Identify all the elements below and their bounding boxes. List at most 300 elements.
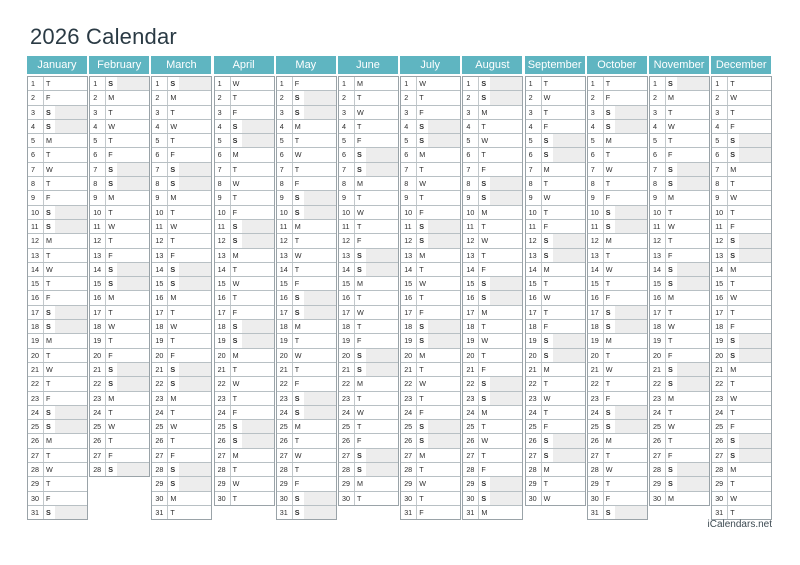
note-cell xyxy=(242,206,274,219)
note-cell xyxy=(179,334,211,347)
weekday-letter: T xyxy=(541,477,553,490)
weekend-cell xyxy=(117,463,149,476)
day-number: 8 xyxy=(31,179,35,189)
weekday-letter: W xyxy=(230,477,242,490)
weekday-letter: S xyxy=(603,120,615,133)
note-cell xyxy=(179,506,211,519)
weekday-letter: M xyxy=(665,291,677,304)
weekday-letter: W xyxy=(478,334,490,347)
day-number: 23 xyxy=(155,393,164,403)
day-row xyxy=(277,248,336,262)
day-number: 25 xyxy=(653,422,661,432)
weekday-letter: M xyxy=(292,320,304,333)
weekday-letter: T xyxy=(665,206,677,219)
weekday-letter: W xyxy=(727,291,739,304)
weekday-letter: F xyxy=(230,206,242,219)
day-number: 31 xyxy=(404,507,413,517)
day-row xyxy=(90,90,149,104)
weekday-letter: W xyxy=(541,392,553,405)
note-cell xyxy=(117,291,149,304)
day-number: 19 xyxy=(155,336,164,346)
day-row xyxy=(526,419,585,433)
weekday-letter: W xyxy=(43,363,55,376)
day-row xyxy=(339,362,398,376)
day-number: 6 xyxy=(404,150,409,160)
weekday-letter: F xyxy=(105,148,117,161)
day-number: 14 xyxy=(466,264,475,274)
day-row xyxy=(28,476,87,490)
weekday-letter: T xyxy=(478,120,490,133)
note-cell xyxy=(615,334,647,347)
weekday-letter: S xyxy=(230,320,242,333)
weekday-letter: T xyxy=(354,320,366,333)
day-row xyxy=(215,405,274,419)
day-row xyxy=(277,505,336,519)
month-column-february xyxy=(89,56,150,477)
day-row xyxy=(152,262,211,276)
weekend-cell xyxy=(553,449,585,462)
note-cell xyxy=(428,77,460,90)
weekday-letter: T xyxy=(43,249,55,262)
note-cell xyxy=(55,263,87,276)
day-number: 28 xyxy=(342,465,350,475)
weekday-letter: M xyxy=(416,148,428,161)
day-row xyxy=(650,419,709,433)
weekend-cell xyxy=(677,463,709,476)
day-row xyxy=(277,219,336,233)
day-row xyxy=(588,476,647,490)
weekend-cell xyxy=(677,263,709,276)
weekday-letter: M xyxy=(727,263,739,276)
weekday-letter: F xyxy=(727,120,739,133)
day-row xyxy=(339,219,398,233)
day-row xyxy=(28,147,87,161)
note-cell xyxy=(615,392,647,405)
day-number: 15 xyxy=(217,279,226,289)
weekday-letter: W xyxy=(416,177,428,190)
weekday-letter: T xyxy=(354,492,366,505)
day-number: 7 xyxy=(715,164,720,174)
day-number: 1 xyxy=(279,79,284,88)
weekday-letter: T xyxy=(354,420,366,433)
weekday-letter: S xyxy=(541,134,553,147)
day-number: 21 xyxy=(31,364,39,374)
weekday-letter: M xyxy=(292,420,304,433)
weekday-letter: T xyxy=(230,392,242,405)
note-cell xyxy=(677,406,709,419)
day-number: 15 xyxy=(466,279,475,289)
weekend-cell xyxy=(739,449,771,462)
note-cell xyxy=(677,220,709,233)
day-row xyxy=(90,376,149,390)
day-row xyxy=(712,147,771,161)
note-cell xyxy=(490,206,522,219)
weekday-letter: T xyxy=(665,306,677,319)
day-number: 4 xyxy=(93,121,98,131)
day-row xyxy=(463,462,522,476)
day-row xyxy=(401,491,460,505)
weekday-letter: W xyxy=(230,77,242,90)
weekday-letter: S xyxy=(478,377,490,390)
note-cell xyxy=(179,134,211,147)
note-cell xyxy=(117,349,149,362)
weekday-letter: T xyxy=(105,134,117,147)
weekday-letter: M xyxy=(727,163,739,176)
note-cell xyxy=(428,477,460,490)
note-cell xyxy=(739,91,771,104)
weekend-cell xyxy=(553,134,585,147)
weekday-letter: S xyxy=(43,506,55,519)
day-row xyxy=(339,419,398,433)
weekday-letter: M xyxy=(354,277,366,290)
note-cell xyxy=(179,206,211,219)
note-cell xyxy=(117,220,149,233)
day-number: 18 xyxy=(404,322,413,332)
day-row xyxy=(463,305,522,319)
day-row xyxy=(401,205,460,219)
note-cell xyxy=(428,506,460,519)
day-row xyxy=(712,133,771,147)
weekday-letter: F xyxy=(43,91,55,104)
weekday-letter: S xyxy=(416,420,428,433)
note-cell xyxy=(242,163,274,176)
day-row xyxy=(152,205,211,219)
weekday-letter: S xyxy=(43,420,55,433)
day-number: 23 xyxy=(715,393,724,403)
day-number: 19 xyxy=(653,336,661,346)
weekday-letter: S xyxy=(665,263,677,276)
day-row xyxy=(277,376,336,390)
day-number: 28 xyxy=(528,465,537,475)
weekend-cell xyxy=(55,306,87,319)
weekend-cell xyxy=(490,91,522,104)
weekend-cell xyxy=(117,363,149,376)
weekday-letter: W xyxy=(665,220,677,233)
weekday-letter: F xyxy=(603,492,615,505)
day-row xyxy=(339,90,398,104)
note-cell xyxy=(242,449,274,462)
month-column-august xyxy=(462,56,523,520)
note-cell xyxy=(739,177,771,190)
day-row xyxy=(650,319,709,333)
day-number: 20 xyxy=(217,350,226,360)
weekend-cell xyxy=(242,234,274,247)
day-row xyxy=(215,319,274,333)
day-number: 10 xyxy=(155,207,164,217)
note-cell xyxy=(55,449,87,462)
day-number: 8 xyxy=(528,179,533,189)
day-number: 13 xyxy=(404,250,413,260)
day-number: 23 xyxy=(93,393,102,403)
weekday-letter: S xyxy=(603,106,615,119)
weekend-cell xyxy=(366,463,398,476)
month-column-may xyxy=(276,56,337,520)
weekday-letter: W xyxy=(354,206,366,219)
day-number: 24 xyxy=(342,407,350,417)
weekday-letter: M xyxy=(43,334,55,347)
day-row xyxy=(339,276,398,290)
note-cell xyxy=(304,477,336,490)
weekday-letter: M xyxy=(167,492,179,505)
weekday-letter: W xyxy=(727,191,739,204)
note-cell xyxy=(490,120,522,133)
day-row xyxy=(277,391,336,405)
weekday-letter: S xyxy=(541,434,553,447)
weekday-letter: M xyxy=(230,148,242,161)
day-row xyxy=(152,376,211,390)
weekend-cell xyxy=(615,106,647,119)
day-number: 23 xyxy=(404,393,413,403)
weekday-letter: T xyxy=(167,206,179,219)
day-row xyxy=(401,476,460,490)
day-row xyxy=(401,405,460,419)
weekday-letter: M xyxy=(292,220,304,233)
note-cell xyxy=(739,320,771,333)
note-cell xyxy=(304,163,336,176)
day-row xyxy=(215,176,274,190)
day-number: 29 xyxy=(715,479,724,489)
note-cell xyxy=(179,349,211,362)
day-number: 27 xyxy=(590,450,599,460)
weekday-letter: M xyxy=(665,91,677,104)
day-row xyxy=(463,119,522,133)
weekday-letter: T xyxy=(416,91,428,104)
note-cell xyxy=(242,377,274,390)
note-cell xyxy=(366,120,398,133)
weekday-letter: T xyxy=(478,320,490,333)
day-number: 14 xyxy=(528,264,537,274)
weekend-cell xyxy=(615,406,647,419)
day-row xyxy=(650,491,709,505)
weekend-cell xyxy=(117,77,149,90)
day-number: 21 xyxy=(404,364,413,374)
day-number: 18 xyxy=(155,322,164,332)
note-cell xyxy=(553,120,585,133)
day-number: 14 xyxy=(155,264,164,274)
note-cell xyxy=(55,277,87,290)
day-row xyxy=(28,505,87,519)
weekday-letter: T xyxy=(603,377,615,390)
weekend-cell xyxy=(615,306,647,319)
day-number: 5 xyxy=(528,136,533,146)
weekend-cell xyxy=(242,434,274,447)
day-row xyxy=(526,119,585,133)
day-row xyxy=(215,147,274,161)
day-number: 18 xyxy=(217,322,226,332)
day-number: 6 xyxy=(31,150,35,160)
day-number: 27 xyxy=(653,450,661,460)
note-cell xyxy=(428,177,460,190)
note-cell xyxy=(366,334,398,347)
weekday-letter: S xyxy=(416,434,428,447)
weekday-letter: T xyxy=(603,148,615,161)
weekday-letter: M xyxy=(416,349,428,362)
note-cell xyxy=(117,406,149,419)
day-row xyxy=(401,419,460,433)
weekend-cell xyxy=(304,91,336,104)
day-row xyxy=(152,405,211,419)
day-number: 23 xyxy=(217,393,226,403)
day-row xyxy=(215,233,274,247)
day-number: 13 xyxy=(466,250,475,260)
note-cell xyxy=(304,363,336,376)
day-row xyxy=(28,419,87,433)
note-cell xyxy=(428,91,460,104)
day-row xyxy=(339,133,398,147)
day-number: 17 xyxy=(93,307,102,317)
weekday-letter: S xyxy=(727,234,739,247)
month-column-december xyxy=(711,56,772,520)
month-column-november xyxy=(649,56,710,506)
weekday-letter: T xyxy=(354,191,366,204)
note-cell xyxy=(55,463,87,476)
day-row xyxy=(28,290,87,304)
weekday-letter: M xyxy=(478,406,490,419)
day-number: 7 xyxy=(155,164,160,174)
weekday-letter: W xyxy=(105,420,117,433)
day-number: 30 xyxy=(31,493,39,503)
day-row xyxy=(215,462,274,476)
weekend-cell xyxy=(366,363,398,376)
day-row xyxy=(712,290,771,304)
weekday-letter: T xyxy=(416,163,428,176)
weekend-cell xyxy=(428,434,460,447)
weekday-letter: W xyxy=(665,420,677,433)
day-row xyxy=(588,233,647,247)
day-row xyxy=(463,290,522,304)
day-number: 13 xyxy=(590,250,599,260)
day-list xyxy=(711,76,772,520)
day-number: 7 xyxy=(466,164,471,174)
day-row xyxy=(339,262,398,276)
weekday-letter: F xyxy=(727,220,739,233)
note-cell xyxy=(553,220,585,233)
day-row xyxy=(650,262,709,276)
day-row xyxy=(215,419,274,433)
day-row xyxy=(90,147,149,161)
day-number: 14 xyxy=(653,264,661,274)
note-cell xyxy=(366,392,398,405)
day-number: 19 xyxy=(715,336,724,346)
day-number: 1 xyxy=(31,79,35,88)
day-row xyxy=(463,176,522,190)
day-number: 23 xyxy=(279,393,288,403)
day-row xyxy=(152,133,211,147)
weekday-letter: M xyxy=(603,334,615,347)
day-row xyxy=(401,433,460,447)
note-cell xyxy=(677,291,709,304)
weekday-letter: W xyxy=(230,277,242,290)
day-row xyxy=(650,105,709,119)
day-row xyxy=(401,348,460,362)
day-row xyxy=(152,233,211,247)
weekday-letter: W xyxy=(105,220,117,233)
note-cell xyxy=(553,477,585,490)
day-number: 31 xyxy=(715,507,724,517)
note-cell xyxy=(304,334,336,347)
weekend-cell xyxy=(615,506,647,519)
weekday-letter: S xyxy=(43,406,55,419)
day-row xyxy=(28,462,87,476)
day-row xyxy=(463,105,522,119)
day-row xyxy=(215,333,274,347)
day-number: 7 xyxy=(653,164,657,174)
weekday-letter: T xyxy=(354,291,366,304)
day-row xyxy=(401,233,460,247)
weekday-letter: S xyxy=(603,206,615,219)
note-cell xyxy=(55,77,87,90)
day-number: 22 xyxy=(279,379,288,389)
day-row xyxy=(152,305,211,319)
day-row xyxy=(90,133,149,147)
day-number: 2 xyxy=(93,93,98,103)
month-header: October xyxy=(587,56,648,74)
note-cell xyxy=(428,163,460,176)
day-row xyxy=(463,219,522,233)
day-row xyxy=(712,419,771,433)
weekday-letter: S xyxy=(230,234,242,247)
day-number: 16 xyxy=(279,293,288,303)
weekend-cell xyxy=(179,377,211,390)
day-number: 28 xyxy=(715,465,724,475)
weekday-letter: S xyxy=(603,406,615,419)
weekend-cell xyxy=(304,191,336,204)
weekday-letter: S xyxy=(292,106,304,119)
note-cell xyxy=(366,420,398,433)
day-row xyxy=(650,362,709,376)
day-number: 22 xyxy=(528,379,537,389)
note-cell xyxy=(615,277,647,290)
note-cell xyxy=(55,492,87,505)
day-row xyxy=(526,233,585,247)
day-row xyxy=(401,319,460,333)
weekday-letter: M xyxy=(230,249,242,262)
note-cell xyxy=(739,120,771,133)
weekday-letter: S xyxy=(105,363,117,376)
day-row xyxy=(463,76,522,90)
weekday-letter: T xyxy=(416,263,428,276)
note-cell xyxy=(739,191,771,204)
day-number: 30 xyxy=(590,493,599,503)
day-row xyxy=(90,262,149,276)
weekday-letter: S xyxy=(354,349,366,362)
day-row xyxy=(526,248,585,262)
weekday-letter: S xyxy=(105,77,117,90)
day-row xyxy=(215,391,274,405)
day-number: 4 xyxy=(528,121,533,131)
day-row xyxy=(339,176,398,190)
day-number: 9 xyxy=(466,193,471,203)
day-row xyxy=(90,362,149,376)
day-number: 13 xyxy=(217,250,226,260)
weekend-cell xyxy=(490,492,522,505)
weekday-letter: S xyxy=(292,506,304,519)
weekday-letter: T xyxy=(478,249,490,262)
note-cell xyxy=(490,463,522,476)
day-number: 8 xyxy=(466,179,471,189)
weekday-letter: W xyxy=(43,163,55,176)
note-cell xyxy=(242,406,274,419)
day-number: 13 xyxy=(31,250,39,260)
weekday-letter: S xyxy=(665,177,677,190)
day-number: 5 xyxy=(155,136,160,146)
note-cell xyxy=(304,134,336,147)
day-number: 16 xyxy=(466,293,475,303)
note-cell xyxy=(179,420,211,433)
note-cell xyxy=(739,506,771,519)
day-number: 21 xyxy=(155,364,164,374)
day-number: 3 xyxy=(528,107,533,117)
